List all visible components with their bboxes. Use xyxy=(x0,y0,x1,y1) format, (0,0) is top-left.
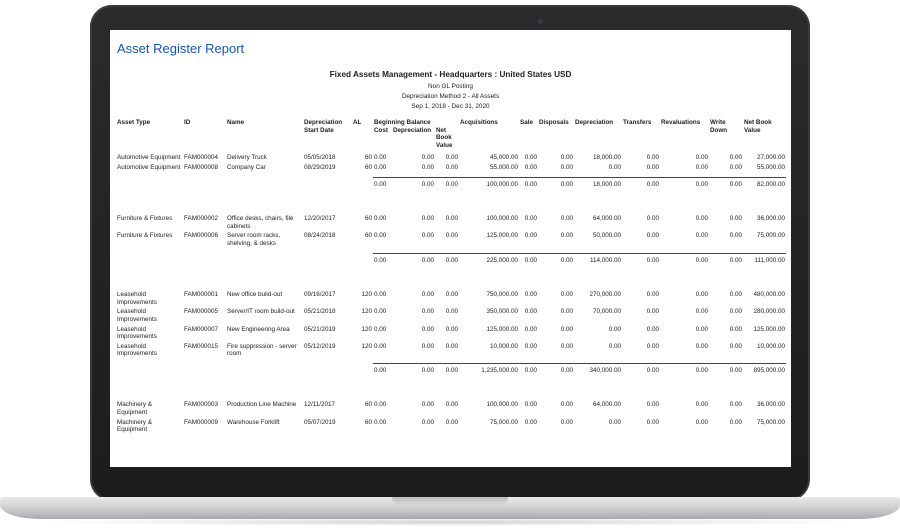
total-cell-bb-nbv: 0.00 xyxy=(435,253,459,264)
cell-type: Furniture & Fixtures xyxy=(117,215,173,223)
cell-nbv: 36,000.00 xyxy=(756,215,785,223)
cell-sale: 0.00 xyxy=(524,163,537,171)
cell-date: 05/05/2018 xyxy=(304,154,336,162)
column-header-bb-net-book-value: Net Book Value xyxy=(436,126,453,149)
cell-bb-nbv: 0.00 xyxy=(445,325,458,333)
column-header-id: ID xyxy=(184,119,191,126)
cell-bb-dep: 0.00 xyxy=(421,232,434,240)
table-row xyxy=(116,153,786,163)
column-header-transfers: Transfers xyxy=(623,119,652,126)
table-row xyxy=(116,163,786,173)
cell-bb-nbv: 0.00 xyxy=(445,342,458,350)
cell-bb-nbv: 0.00 xyxy=(445,232,458,240)
total-padding-cell xyxy=(116,177,373,188)
column-header-sale: Sale xyxy=(520,119,533,126)
asset-register-table xyxy=(116,119,786,435)
cell-al: 60 xyxy=(364,418,372,426)
cell-bb-nbv: 0.00 xyxy=(445,401,458,409)
table-row xyxy=(116,231,786,248)
camera-icon xyxy=(538,19,543,24)
cell-reval: 0.00 xyxy=(695,291,708,299)
cell-date: 05/21/2018 xyxy=(304,308,336,316)
cell-acq: 100,000.00 xyxy=(486,401,518,409)
total-cell-bb-nbv: 0.00 xyxy=(435,363,459,374)
cell-acq: 125,000.00 xyxy=(486,325,518,333)
page-title: Asset Register Report xyxy=(117,41,245,56)
cell-wd: 0.00 xyxy=(729,163,742,171)
cell-cost: 0.00 xyxy=(374,325,387,333)
cell-reval: 0.00 xyxy=(695,232,708,240)
cell-cost: 0.00 xyxy=(374,401,387,409)
cell-nbv: 36,000.00 xyxy=(756,401,785,409)
total-cell-wd: 0.00 xyxy=(709,177,743,188)
column-header-name: Name xyxy=(227,119,245,126)
report-header-line: Sep 1, 2018 - Dec 31, 2020 xyxy=(411,103,490,110)
cell-id: FAM000015 xyxy=(184,342,218,350)
cell-bb-dep: 0.00 xyxy=(421,163,434,171)
cell-reval: 0.00 xyxy=(695,154,708,162)
cell-wd: 0.00 xyxy=(729,325,742,333)
cell-date: 08/24/2018 xyxy=(304,232,336,240)
total-cell-acq: 225,000.00 xyxy=(459,253,519,264)
table-row xyxy=(116,400,786,417)
cell-sale: 0.00 xyxy=(524,401,537,409)
cell-acq: 100,000.00 xyxy=(486,215,518,223)
cell-nbv: 27,000.00 xyxy=(756,154,785,162)
cell-type: Leasehold Improvements xyxy=(117,325,157,341)
cell-acq: 350,000.00 xyxy=(486,308,518,316)
cell-reval: 0.00 xyxy=(695,163,708,171)
cell-sale: 0.00 xyxy=(524,418,537,426)
cell-id: FAM000005 xyxy=(184,308,218,316)
cell-nbv: 75,000.00 xyxy=(756,418,785,426)
cell-wd: 0.00 xyxy=(729,342,742,350)
cell-wd: 0.00 xyxy=(729,232,742,240)
table-row xyxy=(116,214,786,231)
column-header-disposals: Disposals xyxy=(539,119,569,126)
cell-al: 60 xyxy=(364,154,372,162)
cell-al: 60 xyxy=(364,215,372,223)
cell-disp: 0.00 xyxy=(560,232,573,240)
total-cell-acq: 100,000.00 xyxy=(459,177,519,188)
cell-dep: 70,000.00 xyxy=(592,308,621,316)
cell-reval: 0.00 xyxy=(695,342,708,350)
cell-cost: 0.00 xyxy=(374,154,387,162)
cell-bb-nbv: 0.00 xyxy=(445,215,458,223)
cell-acq: 10,000.00 xyxy=(489,342,518,350)
total-cell-trans: 0.00 xyxy=(622,177,660,188)
cell-trans: 0.00 xyxy=(646,215,659,223)
column-header-bb-depreciation: Depreciation xyxy=(393,126,432,134)
cell-id: FAM000001 xyxy=(184,291,218,299)
cell-date: 05/12/2019 xyxy=(304,342,336,350)
cell-al: 120 xyxy=(361,308,372,316)
cell-bb-dep: 0.00 xyxy=(421,401,434,409)
total-cell-disp: 0.00 xyxy=(538,253,574,264)
total-cell-dep: 340,000.00 xyxy=(574,363,622,374)
cell-trans: 0.00 xyxy=(646,163,659,171)
cell-id: FAM000003 xyxy=(184,401,218,409)
cell-disp: 0.00 xyxy=(560,342,573,350)
cell-dep: 0.00 xyxy=(608,163,621,171)
cell-date: 08/29/2019 xyxy=(304,163,336,171)
cell-type: Furniture & Fixtures xyxy=(117,232,173,240)
total-cell-bb-dep: 0.00 xyxy=(392,177,435,188)
cell-al: 120 xyxy=(361,325,372,333)
cell-disp: 0.00 xyxy=(560,163,573,171)
cell-id: FAM000009 xyxy=(184,418,218,426)
cell-acq: 750,000.00 xyxy=(486,291,518,299)
cell-trans: 0.00 xyxy=(646,232,659,240)
table-row xyxy=(116,418,786,435)
column-header-acquisitions: Acquisitions xyxy=(460,119,498,126)
cell-reval: 0.00 xyxy=(695,215,708,223)
report-header-title: Fixed Assets Management - Headquarters : United States USD xyxy=(329,70,572,79)
cell-date: 12/20/2017 xyxy=(304,215,336,223)
cell-type: Leasehold Improvements xyxy=(117,308,157,323)
cell-acq: 125,000.00 xyxy=(486,232,518,240)
total-padding-cell xyxy=(116,363,373,374)
total-padding-cell xyxy=(116,253,373,264)
cell-trans: 0.00 xyxy=(646,291,659,299)
cell-trans: 0.00 xyxy=(646,325,659,333)
cell-id: FAM000004 xyxy=(184,154,218,162)
spacer-cell xyxy=(116,188,786,214)
cell-date: 05/21/2019 xyxy=(304,325,336,333)
cell-cost: 0.00 xyxy=(374,163,387,171)
cell-sale: 0.00 xyxy=(524,154,537,162)
cell-sale: 0.00 xyxy=(524,325,537,333)
column-header-revaluations: Revaluations xyxy=(661,119,701,126)
total-cell-reval: 0.00 xyxy=(660,363,709,374)
cell-wd: 0.00 xyxy=(729,291,742,299)
table-body xyxy=(116,149,786,434)
cell-name: New office build-out xyxy=(227,291,283,299)
cell-nbv: 75,000.00 xyxy=(756,232,785,240)
total-cell-sale: 0.00 xyxy=(519,363,538,374)
cell-bb-nbv: 0.00 xyxy=(445,308,458,316)
report-header xyxy=(110,70,791,112)
cell-dep: 0.00 xyxy=(608,418,621,426)
total-cell-reval: 0.00 xyxy=(660,177,709,188)
cell-nbv: 125,000.00 xyxy=(753,325,785,333)
total-cell-sale: 0.00 xyxy=(519,177,538,188)
cell-name: Server room racks, shelving, & desks xyxy=(227,232,281,247)
cell-cost: 0.00 xyxy=(374,308,387,316)
cell-wd: 0.00 xyxy=(729,418,742,426)
cell-acq: 45,000.00 xyxy=(489,154,518,162)
cell-wd: 0.00 xyxy=(729,154,742,162)
total-cell-trans: 0.00 xyxy=(622,253,660,264)
column-header-al: AL xyxy=(353,119,362,126)
cell-al: 60 xyxy=(364,401,372,409)
cell-disp: 0.00 xyxy=(560,401,573,409)
column-header-net-book-value: Net Book Value xyxy=(744,119,772,134)
cell-wd: 0.00 xyxy=(729,215,742,223)
spacer-cell xyxy=(116,264,786,290)
total-cell-wd: 0.00 xyxy=(709,253,743,264)
total-cell-disp: 0.00 xyxy=(538,363,574,374)
report-header-line: Depreciation Method 2 - All Assets xyxy=(401,93,500,100)
spacer-row xyxy=(116,264,786,290)
cell-bb-nbv: 0.00 xyxy=(445,291,458,299)
cell-sale: 0.00 xyxy=(524,342,537,350)
table-header-row xyxy=(116,119,786,127)
cell-bb-dep: 0.00 xyxy=(421,342,434,350)
cell-name: Office desks, chairs, file cabinets xyxy=(227,215,294,230)
cell-disp: 0.00 xyxy=(560,325,573,333)
total-cell-bb-dep: 0.00 xyxy=(392,253,435,264)
column-header-depreciation: Depreciation xyxy=(575,119,614,126)
spacer-row xyxy=(116,188,786,214)
total-cell-dep: 114,000.00 xyxy=(574,253,622,264)
cell-al: 120 xyxy=(361,342,372,350)
laptop-notch xyxy=(392,497,508,505)
cell-trans: 0.00 xyxy=(646,418,659,426)
cell-name: Server/IT room build-out xyxy=(227,308,295,316)
report-header-line: Non GL Posting xyxy=(428,83,473,90)
cell-name: Delivery Truck xyxy=(227,154,267,162)
cell-reval: 0.00 xyxy=(695,325,708,333)
cell-id: FAM000006 xyxy=(184,232,218,240)
cell-sale: 0.00 xyxy=(524,308,537,316)
column-header-asset-type: Asset Type xyxy=(117,119,151,126)
cell-dep: 50,000.00 xyxy=(592,232,621,240)
cell-dep: 64,000.00 xyxy=(592,401,621,409)
cell-bb-dep: 0.00 xyxy=(421,154,434,162)
cell-bb-dep: 0.00 xyxy=(421,418,434,426)
cell-sale: 0.00 xyxy=(524,232,537,240)
cell-bb-nbv: 0.00 xyxy=(445,418,458,426)
cell-bb-dep: 0.00 xyxy=(421,291,434,299)
cell-bb-dep: 0.00 xyxy=(421,325,434,333)
cell-type: Automotive Equipment xyxy=(117,154,181,162)
cell-trans: 0.00 xyxy=(646,401,659,409)
cell-bb-dep: 0.00 xyxy=(421,308,434,316)
total-cell-nbv: 111,000.00 xyxy=(743,253,786,264)
table-row xyxy=(116,307,786,324)
cell-date: 05/07/2019 xyxy=(304,418,336,426)
cell-nbv: 280,000.00 xyxy=(753,308,785,316)
total-cell-nbv: 895,000.00 xyxy=(743,363,786,374)
cell-type: Leasehold Improvements xyxy=(117,342,157,358)
cell-wd: 0.00 xyxy=(729,401,742,409)
cell-bb-nbv: 0.00 xyxy=(445,154,458,162)
cell-date: 09/16/2017 xyxy=(304,291,336,299)
cell-al: 60 xyxy=(364,163,372,171)
cell-sale: 0.00 xyxy=(524,291,537,299)
cell-nbv: 480,000.00 xyxy=(753,291,785,299)
cell-id: FAM000002 xyxy=(184,215,218,223)
cell-disp: 0.00 xyxy=(560,215,573,223)
cell-reval: 0.00 xyxy=(695,401,708,409)
cell-cost: 0.00 xyxy=(374,232,387,240)
spacer-cell xyxy=(116,374,786,400)
total-cell-bb-dep: 0.00 xyxy=(392,363,435,374)
cell-disp: 0.00 xyxy=(560,291,573,299)
total-cell-cost: 0.00 xyxy=(373,363,392,374)
table-row xyxy=(116,290,786,307)
cell-name: Warehouse Forklift xyxy=(227,418,280,426)
cell-dep: 18,000.00 xyxy=(592,154,621,162)
cell-id: FAM000008 xyxy=(184,163,218,171)
cell-date: 12/11/2017 xyxy=(304,401,336,409)
cell-dep: 0.00 xyxy=(608,342,621,350)
group-total-row xyxy=(116,253,786,264)
cell-trans: 0.00 xyxy=(646,154,659,162)
group-total-row xyxy=(116,177,786,188)
cell-disp: 0.00 xyxy=(560,154,573,162)
cell-type: Machinery & Equipment xyxy=(117,401,152,417)
table-row xyxy=(116,342,786,359)
cell-name: Company Car xyxy=(227,163,266,171)
cell-cost: 0.00 xyxy=(374,342,387,350)
cell-name: Production Line Machine xyxy=(227,401,297,409)
cell-wd: 0.00 xyxy=(729,308,742,316)
cell-name: Fire suppression - server room xyxy=(227,342,297,358)
cell-al: 120 xyxy=(361,291,372,299)
total-cell-bb-nbv: 0.00 xyxy=(435,177,459,188)
cell-cost: 0.00 xyxy=(374,418,387,426)
column-header-beginning-balance: Beginning Balance xyxy=(374,119,431,126)
cell-dep: 270,000.00 xyxy=(589,291,621,299)
column-header-depreciation-start-date: Depreciation Start Date xyxy=(304,119,343,134)
cell-id: FAM000007 xyxy=(184,325,218,333)
cell-acq: 55,000.00 xyxy=(489,163,518,171)
column-header-write-down: Write Down xyxy=(710,119,728,134)
cell-nbv: 10,000.00 xyxy=(756,342,785,350)
total-cell-cost: 0.00 xyxy=(373,253,392,264)
total-cell-disp: 0.00 xyxy=(538,177,574,188)
spacer-row xyxy=(116,374,786,400)
screen xyxy=(110,30,791,467)
cell-dep: 0.00 xyxy=(608,325,621,333)
total-cell-wd: 0.00 xyxy=(709,363,743,374)
cell-bb-nbv: 0.00 xyxy=(445,163,458,171)
cell-disp: 0.00 xyxy=(560,418,573,426)
cell-name: New Engineering Area xyxy=(227,325,290,333)
cell-type: Machinery & Equipment xyxy=(117,418,152,434)
cell-type: Automotive Equipment xyxy=(117,163,181,171)
total-cell-cost: 0.00 xyxy=(373,177,392,188)
cell-reval: 0.00 xyxy=(695,418,708,426)
total-cell-dep: 18,000.00 xyxy=(574,177,622,188)
column-header-cost: Cost xyxy=(374,126,388,134)
cell-cost: 0.00 xyxy=(374,215,387,223)
cell-trans: 0.00 xyxy=(646,308,659,316)
total-cell-trans: 0.00 xyxy=(622,363,660,374)
cell-acq: 75,000.00 xyxy=(489,418,518,426)
cell-al: 60 xyxy=(364,232,372,240)
cell-bb-dep: 0.00 xyxy=(421,215,434,223)
total-cell-reval: 0.00 xyxy=(660,253,709,264)
cell-cost: 0.00 xyxy=(374,291,387,299)
cell-reval: 0.00 xyxy=(695,308,708,316)
total-cell-acq: 1,235,000.00 xyxy=(459,363,519,374)
cell-nbv: 55,000.00 xyxy=(756,163,785,171)
total-cell-nbv: 82,000.00 xyxy=(743,177,786,188)
cell-disp: 0.00 xyxy=(560,308,573,316)
laptop-shadow xyxy=(30,518,870,526)
cell-type: Leasehold Improvements xyxy=(117,291,157,306)
cell-trans: 0.00 xyxy=(646,342,659,350)
table-row xyxy=(116,325,786,342)
cell-dep: 64,000.00 xyxy=(592,215,621,223)
total-cell-sale: 0.00 xyxy=(519,253,538,264)
cell-sale: 0.00 xyxy=(524,215,537,223)
group-total-row xyxy=(116,363,786,374)
